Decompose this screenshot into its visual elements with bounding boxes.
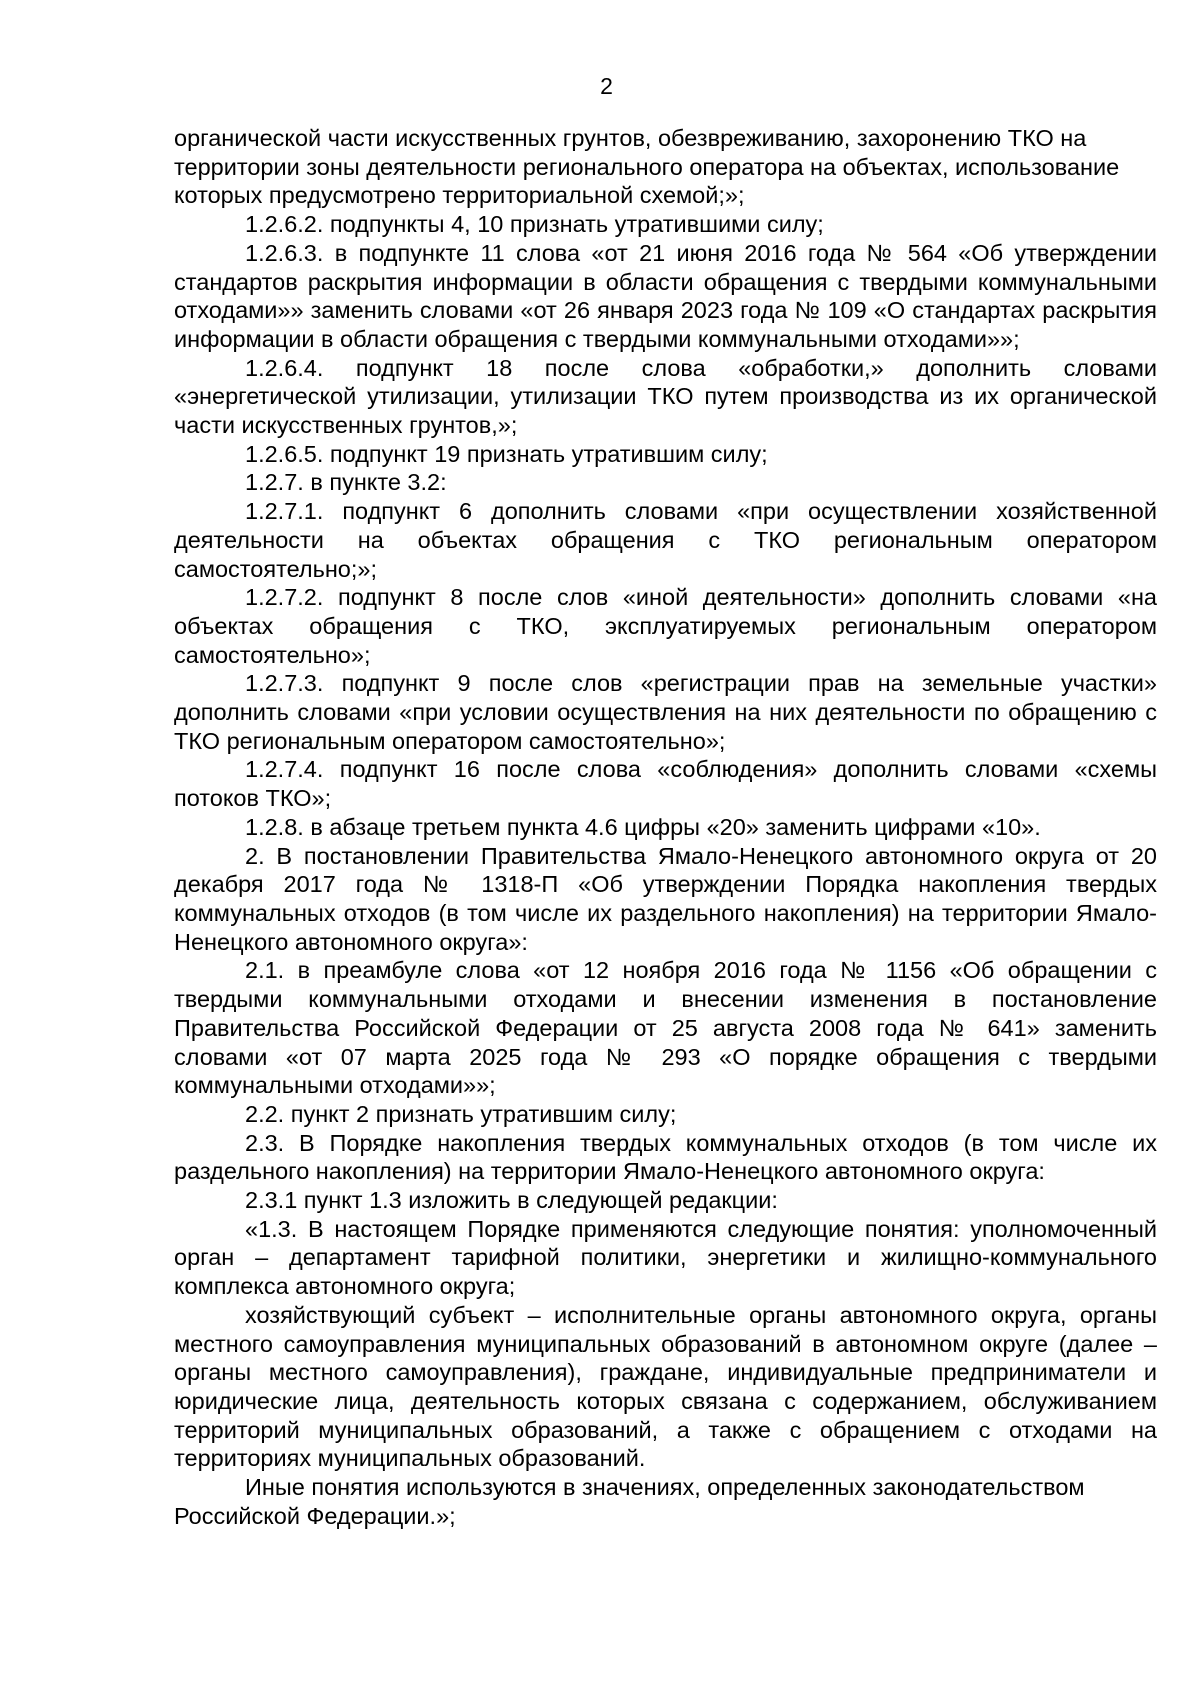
page-number: 2 — [600, 73, 613, 99]
paragraph-1-2-7-2: 1.2.7.2. подпункт 8 после слов «иной деятельности» дополнить словами «на объектах обращения с ТКО, эксплуатируемых региональным оператором самостоятельно»; — [174, 584, 1157, 668]
paragraph-2-3: 2.3. В Порядке накопления твердых коммунальных отходов (в том числе их раздельного накопления) на территории Ямало-Ненецкого автономного округа: — [174, 1129, 1157, 1185]
paragraph-2-1: 2.1. в преамбуле слова «от 12 ноября 2016 года № 1156 «Об обращении с твердыми коммунальными отходами и внесении изменения в постановление Правительства Российской Федерации от 25 августа 2008 года № 641» заменить словами «от 07 марта 2025 года № 293 «О порядке обращения с твердыми коммунальными отходами»»; — [174, 957, 1157, 1099]
paragraph-1-2-6-3: 1.2.6.3. в подпункте 11 слова «от 21 июня 2016 года № 564 «Об утверждении стандартов раскрытия информации в области обращения с твердыми коммунальными отходами»» заменить словами «от 26 января 2023 года № 109 «О стандартах раскрытия информации в области обращения с твердыми коммунальными отходами»»; — [174, 239, 1157, 352]
paragraph-1-3-definitions: «1.3. В настоящем Порядке применяются следующие понятия: уполномоченный орган – департамент тарифной политики, энергетики и жилищно-коммунального комплекса автономного округа; — [174, 1215, 1157, 1300]
paragraph-1-2-7-4: 1.2.7.4. подпункт 16 после слова «соблюдения» дополнить словами «схемы потоков ТКО»; — [174, 756, 1157, 812]
document-body — [174, 124, 1157, 1530]
paragraph-1-2-7-3: 1.2.7.3. подпункт 9 после слов «регистрации прав на земельные участки» дополнить словами «при условии осуществления на них деятельности по обращению с ТКО региональным оператором самостоятельно»; — [174, 670, 1157, 754]
paragraph-1-2-6-5: 1.2.6.5. подпункт 19 признать утратившим силу; — [245, 440, 768, 467]
paragraph-continuation: органической части искусственных грунтов, обезвреживанию, захоронению ТКО на территории зоны деятельности регионального оператора на объектах, использование которых предусмотрено территориальной схемой;»; — [174, 125, 1120, 209]
paragraph-1-2-6-4: 1.2.6.4. подпункт 18 после слова «обработки,» дополнить словами «энергетической утилизации, утилизации ТКО путем производства из их органической части искусственных грунтов,»; — [174, 354, 1157, 439]
paragraph-1-2-8: 1.2.8. в абзаце третьем пункта 4.6 цифры «20» заменить цифрами «10». — [245, 813, 1041, 840]
paragraph-economic-entity: хозяйствующий субъект – исполнительные органы автономного округа, органы местного самоуправления муниципальных образований в автономном округе (далее – органы местного самоуправления), граждане, индивидуальные предприниматели и юридические лица, деятельность которых связана с содержанием, обслуживанием территорий муниципальных образований, а также с обращением с отходами на территориях муниципальных образований. — [174, 1301, 1157, 1472]
paragraph-1-2-7: 1.2.7. в пункте 3.2: — [245, 469, 447, 496]
paragraph-2: 2. В постановлении Правительства Ямало-Ненецкого автономного округа от 20 декабря 2017 года № 1318-П «Об утверждении Порядка накопления твердых коммунальных отходов (в том числе их раздельного накопления) на территории Ямало-Ненецкого автономного округа»: — [174, 842, 1157, 955]
paragraph-other-terms: Иные понятия используются в значениях, определенных законодательством Российской Федерации.»; — [174, 1474, 1085, 1529]
paragraph-2-3-1: 2.3.1 пункт 1.3 изложить в следующей редакции: — [245, 1187, 778, 1214]
paragraph-2-2: 2.2. пункт 2 признать утратившим силу; — [245, 1100, 677, 1127]
paragraph-1-2-7-1: 1.2.7.1. подпункт 6 дополнить словами «при осуществлении хозяйственной деятельности на объектах обращения с ТКО региональным оператором самостоятельно;»; — [174, 498, 1157, 582]
paragraph-1-2-6-2: 1.2.6.2. подпункты 4, 10 признать утратившими силу; — [245, 211, 824, 238]
